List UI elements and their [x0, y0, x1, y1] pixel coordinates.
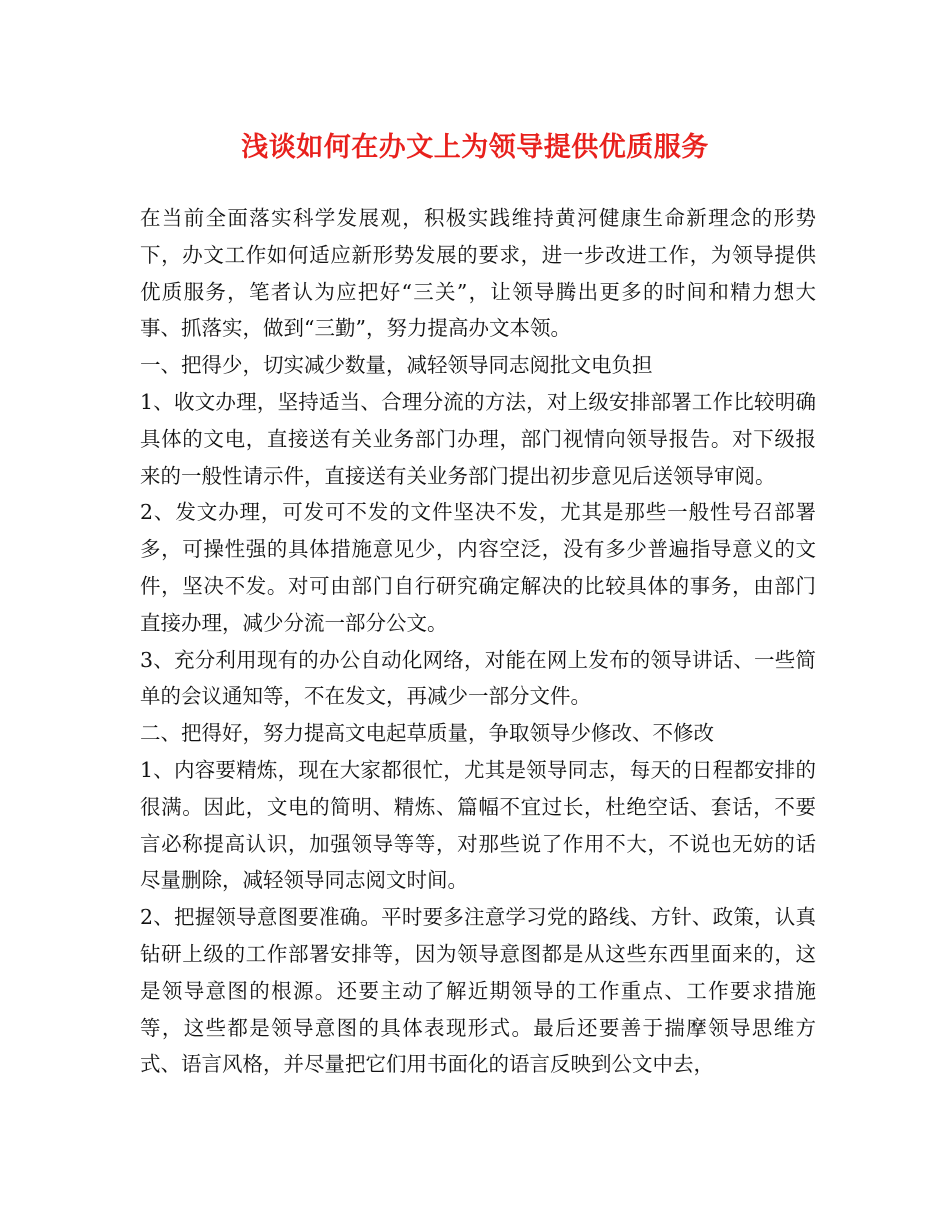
paragraph-1-1: 1、收文办理，坚持适当、合理分流的方法，对上级安排部署工作比较明确具体的文电，直接送有关业务部门办理，部门视情向领导报告。对下级报来的一般性请示件，直接送有关业务部门提出初步意见后送领导审阅。 [140, 389, 816, 488]
paragraph-2-1: 1、内容要精炼，现在大家都很忙，尤其是领导同志，每天的日程都安排的很满。因此，文电的简明、精炼、篇幅不宜过长，杜绝空话、套话，不要言必称提高认识，加强领导等等，对那些说了作用不大，不说也无妨的话尽量删除，减轻领导同志阅文时间。 [140, 757, 816, 893]
section-heading-2: 二、把得好，努力提高文电起草质量，争取领导少修改、不修改 [140, 721, 714, 746]
document-title: 浅谈如何在办文上为领导提供优质服务 [241, 132, 709, 163]
paragraph-2-2: 2、把握领导意图要准确。平时要多注意学习党的路线、方针、政策，认真钻研上级的工作部署安排等，因为领导意图都是从这些东西里面来的，这是领导意图的根源。还要主动了解近期领导的工作重点、工作要求措施等，这些都是领导意图的具体表现形式。最后还要善于揣摩领导思维方式、语言风格，并尽量把它们用书面化的语言反映到公文中去， [140, 905, 816, 1077]
section-heading-1: 一、把得少，切实减少数量，减轻领导同志阅批文电负担 [140, 353, 653, 378]
paragraph-1-2: 2、发文办理，可发可不发的文件坚决不发，尤其是那些一般性号召部署多，可操性强的具体措施意见少，内容空泛，没有多少普遍指导意义的文件，坚决不发。对可由部门自行研究确定解决的比较具体的事务，由部门直接办理，减少分流一部分公文。 [140, 500, 816, 635]
paragraph-intro: 在当前全面落实科学发展观，积极实践维持黄河健康生命新理念的形势下，办文工作如何适应新形势发展的要求，进一步改进工作，为领导提供优质服务，笔者认为应把好“三关”，让领导腾出更多的时间和精力想大事、抓落实，做到“三勤”，努力提高办文本领。 [140, 206, 816, 341]
document-body [140, 200, 816, 1083]
paragraph-1-3: 3、充分利用现有的办公自动化网络，对能在网上发布的领导讲话、一些简单的会议通知等，不在发文，再减少一部分文件。 [140, 647, 816, 709]
